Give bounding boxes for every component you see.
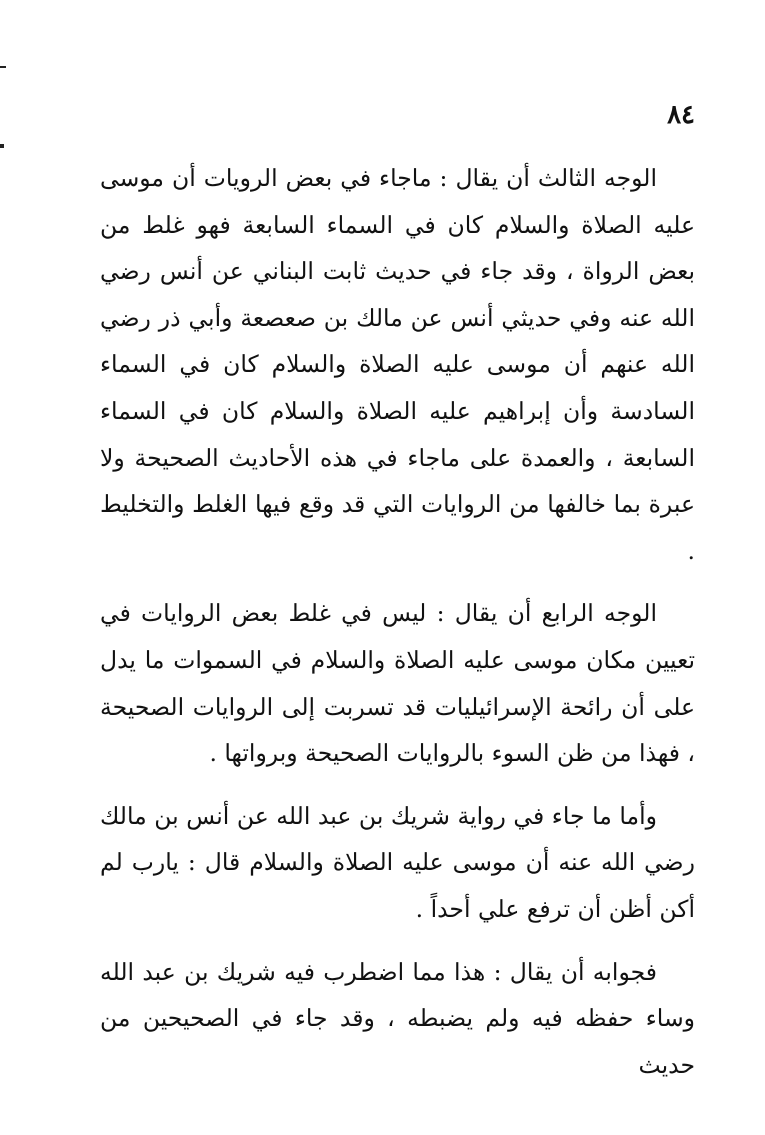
paragraph-answer: فجوابه أن يقال : هذا مما اضطرب فيه شريك بن عبد الله وساء حفظه فيه ولم يضبطه ، وقد جاء في الصحيحين من حديث (100, 957, 695, 1079)
paragraph-sharik-narration: وأما ما جاء في رواية شريك بن عبد الله عن أنس بن مالك رضي الله عنه أن موسى عليه الصلاة والسلام قال : يارب لم أكن أظن أن ترفع علي أحداً . (100, 801, 695, 923)
paragraph-fourth-aspect: الوجه الرابع أن يقال : ليس في غلط بعض الروايات في تعيين مكان موسى عليه الصلاة والسلام في السموات ما يدل على أن رائحة الإسرائيليات قد تسربت إلى الروايات الصحيحة ، فهذا من ظن السوء بالروايات الصحيحة وبرواتها . (100, 599, 695, 768)
scan-mark (0, 66, 6, 68)
page-body (100, 155, 695, 1088)
page-number: ٨٤ (667, 100, 695, 130)
scan-mark (0, 144, 4, 148)
paragraph-third-aspect: الوجه الثالث أن يقال : ماجاء في بعض الرويات أن موسى عليه الصلاة والسلام كان في السماء السابعة فهو غلط من بعض الرواة ، وقد جاء في حديث ثابت البناني عن أنس رضي الله عنه وفي حديثي أنس عن مالك بن صعصعة وأبي ذر رضي الله عنهم أن موسى عليه الصلاة والسلام كان في السماء السادسة وأن إبراهيم عليه الصلاة والسلام كان في السماء السابعة ، والعمدة على ماجاء في هذه الأحاديث الصحيحة ولا عبرة بما خالفها من الروايات التي قد وقع فيها الغلط والتخليط . (100, 164, 695, 565)
